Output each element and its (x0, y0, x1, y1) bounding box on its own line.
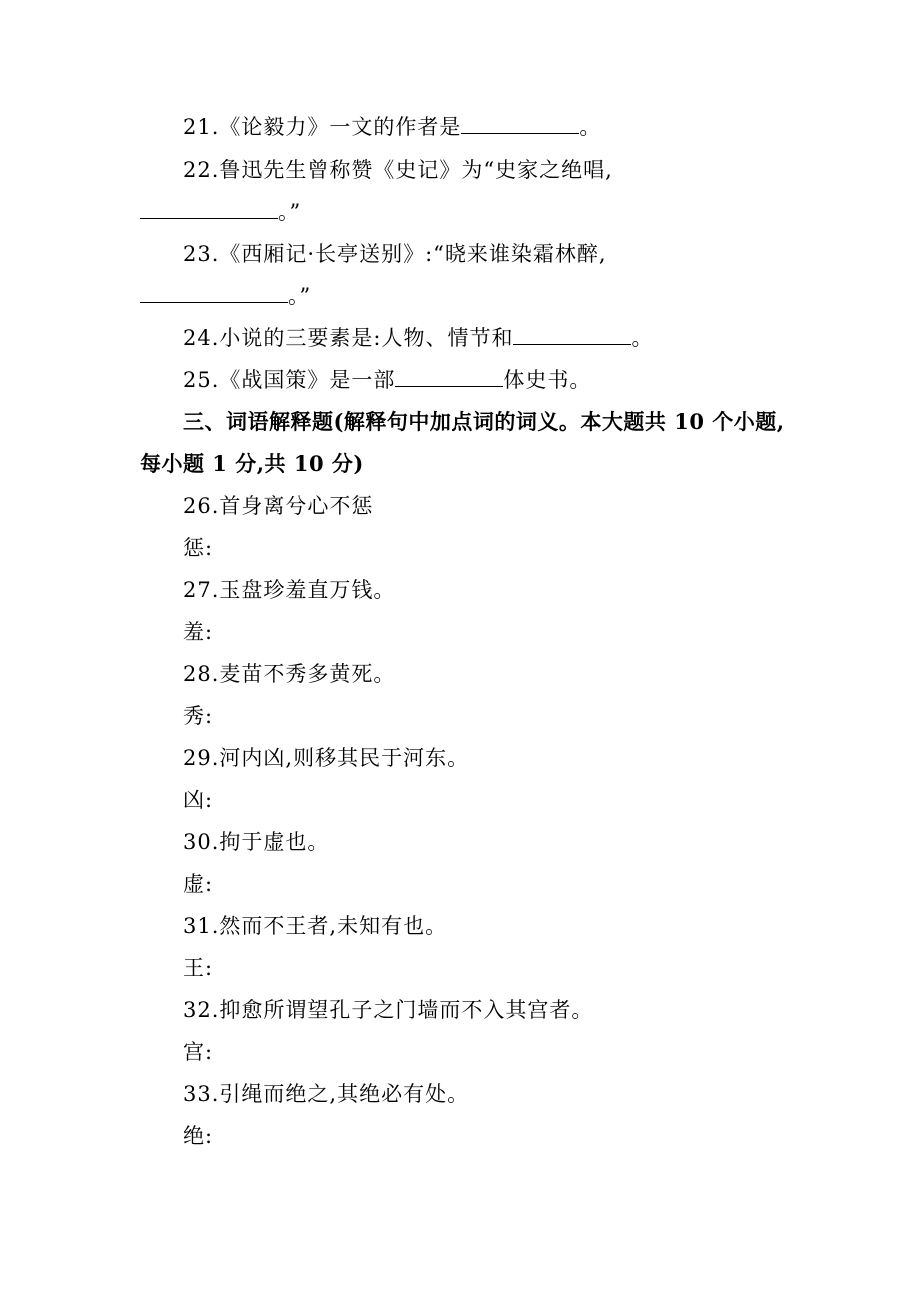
question-21 (183, 112, 601, 142)
answer-blank (461, 115, 579, 134)
vocab-word-30: 虚: (183, 872, 214, 896)
question-21-text: 21.《论毅力》一文的作者是 (183, 115, 462, 139)
answer-blank (140, 284, 288, 303)
vocab-sentence-26: 26.首身离兮心不惩 (183, 494, 374, 518)
vocab-sentence-33: 33.引绳而绝之,其绝必有处。 (183, 1082, 470, 1106)
question-25-end: 体史书。 (503, 368, 592, 392)
vocab-word-29: 凶: (183, 788, 214, 812)
question-24 (183, 323, 653, 353)
vocab-sentence-32: 32.抑愈所谓望孔子之门墙而不入其宫者。 (183, 998, 594, 1022)
question-23-continued (140, 281, 311, 311)
question-22-continued (140, 197, 301, 227)
vocab-word-33: 绝: (183, 1124, 214, 1148)
vocab-sentence-30: 30.拘于虚也。 (183, 830, 330, 854)
question-25-text: 25.《战国策》是一部 (183, 368, 396, 392)
vocab-word-32: 宫: (183, 1040, 214, 1064)
vocab-word-28: 秀: (183, 704, 214, 728)
question-24-text: 24.小说的三要素是:人物、情节和 (183, 326, 514, 350)
answer-blank (395, 368, 503, 387)
answer-blank (513, 326, 631, 345)
vocab-word-31: 王: (183, 956, 214, 980)
question-24-end: 。 (631, 326, 654, 350)
question-22-text: 22.鲁迅先生曾称赞《史记》为“史家之绝唱, (183, 158, 613, 182)
section-heading: 三、词语解释题(解释句中加点词的词义。本大题共 10 个小题, (183, 409, 785, 434)
answer-blank (140, 200, 278, 219)
question-25 (183, 365, 591, 395)
section-heading-continued: 每小题 1 分,共 10 分) (140, 451, 364, 476)
vocab-word-27: 羞: (183, 620, 214, 644)
question-23-end: 。” (288, 284, 312, 308)
vocab-sentence-31: 31.然而不王者,未知有也。 (183, 914, 448, 938)
question-21-end: 。 (579, 115, 602, 139)
question-22 (183, 155, 613, 185)
question-23 (183, 239, 607, 269)
vocab-word-26: 惩: (183, 536, 214, 560)
question-23-text: 23.《西厢记·长亭送别》:“晓来谁染霜林醉, (183, 242, 607, 266)
question-22-end: 。” (278, 200, 302, 224)
vocab-sentence-27: 27.玉盘珍羞直万钱。 (183, 578, 396, 602)
vocab-sentence-29: 29.河内凶,则移其民于河东。 (183, 746, 470, 770)
vocab-sentence-28: 28.麦苗不秀多黄死。 (183, 662, 396, 686)
